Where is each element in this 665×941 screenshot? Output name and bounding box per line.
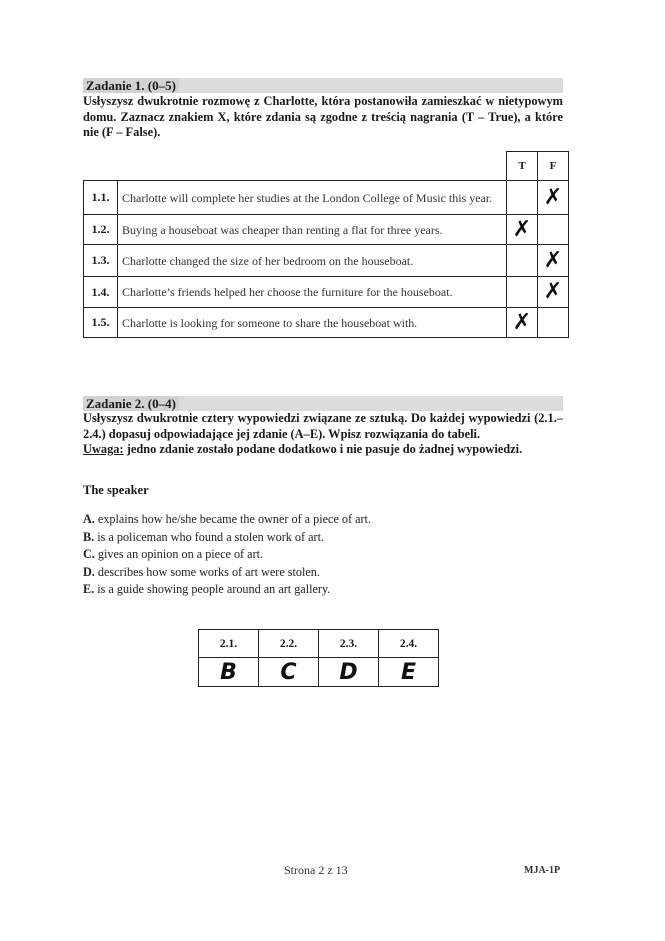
option-text: gives an opinion on a piece of art. [97, 547, 264, 561]
true-checkbox[interactable] [507, 308, 538, 338]
true-checkbox[interactable] [507, 277, 538, 308]
option-letter: E. [83, 582, 95, 596]
x-mark-icon: ✗ [543, 247, 563, 273]
list-item [83, 546, 543, 564]
list-item [83, 511, 543, 529]
list-item [83, 564, 543, 582]
false-checkbox[interactable] [538, 308, 569, 338]
answer-cell[interactable]: D [319, 658, 379, 687]
option-text: describes how some works of art were stolen. [97, 564, 320, 579]
false-checkbox[interactable] [538, 181, 569, 215]
x-mark-icon: ✗ [543, 279, 563, 304]
note-label: Uwaga: [83, 442, 124, 456]
option-letter: A. [83, 512, 95, 526]
row-number: 1.5. [84, 308, 118, 338]
true-false-table [83, 151, 569, 338]
page-number: Strona 2 z 13 [284, 863, 348, 877]
list-item [83, 581, 543, 599]
statement-text: Charlotte is looking for someone to share the houseboat with. [118, 308, 507, 338]
true-checkbox[interactable] [507, 245, 538, 277]
table-row [84, 215, 569, 245]
x-mark-icon: ✗ [512, 216, 532, 242]
exam-code: MJA-1P [524, 865, 561, 876]
row-number: 1.4. [84, 277, 118, 308]
task1-instruction: Usłyszysz dwukrotnie rozmowę z Charlotte, która postanowiła zamieszkać w nietypowym domu. Zaznacz znakiem X, które zdania są zgodne z treścią nagrania (T – True), a które nie (F – False). [83, 94, 563, 139]
table-row [84, 245, 569, 277]
option-letter: C. [83, 547, 95, 561]
table-row [84, 277, 569, 308]
answer-header: 2.4. [379, 630, 439, 658]
x-mark-icon: ✗ [512, 309, 532, 335]
list-item [83, 529, 543, 547]
false-checkbox[interactable] [538, 215, 569, 245]
answer-cell[interactable]: E [379, 658, 439, 687]
row-number: 1.2. [84, 215, 118, 245]
task2-title: Zadanie 2. (0–4) [83, 396, 179, 411]
answer-header: 2.3. [319, 630, 379, 658]
table-row [84, 181, 569, 215]
answer-header: 2.2. [259, 630, 319, 658]
row-number: 1.1. [84, 181, 118, 215]
x-mark-icon: ✗ [543, 184, 563, 210]
options-list [83, 511, 543, 599]
true-checkbox[interactable] [507, 181, 538, 215]
speaker-heading: The speaker [83, 483, 149, 497]
answer-cell[interactable]: C [259, 658, 319, 687]
column-t-header: T [507, 152, 538, 181]
note-text: jedno zdanie zostało podane dodatkowo i nie pasuje do żadnej wypowiedzi. [123, 442, 523, 456]
option-text: explains how he/she became the owner of a piece of art. [97, 512, 371, 526]
false-checkbox[interactable] [538, 277, 569, 308]
option-text: is a guide showing people around an art gallery. [97, 582, 331, 596]
option-letter: B. [83, 529, 95, 544]
answer-table [198, 629, 439, 687]
option-letter: D. [83, 564, 95, 579]
task2-instruction-text: Usłyszysz dwukrotnie cztery wypowiedzi związane ze sztuką. Do każdej wypowiedzi (2.1.–2.4.) dopasuj odpowiadające jej zdanie (A–E). Wpisz rozwiązania do tabeli. [83, 411, 563, 441]
column-f-header: F [538, 152, 569, 181]
true-checkbox[interactable] [507, 215, 538, 245]
answer-cell[interactable]: B [199, 658, 259, 687]
task2-instruction [83, 411, 563, 458]
row-number: 1.3. [84, 245, 118, 277]
answer-header: 2.1. [199, 630, 259, 658]
false-checkbox[interactable] [538, 245, 569, 277]
statement-text: Buying a houseboat was cheaper than renting a flat for three years. [118, 215, 507, 245]
statement-text: Charlotte changed the size of her bedroom on the houseboat. [118, 245, 507, 277]
task1-title: Zadanie 1. (0–5) [83, 78, 179, 93]
statement-text: Charlotte will complete her studies at the London College of Music this year. [118, 181, 507, 215]
table-row [84, 308, 569, 338]
option-text: is a policeman who found a stolen work of art. [97, 529, 325, 544]
statement-text: Charlotte’s friends helped her choose the furniture for the houseboat. [118, 277, 507, 308]
